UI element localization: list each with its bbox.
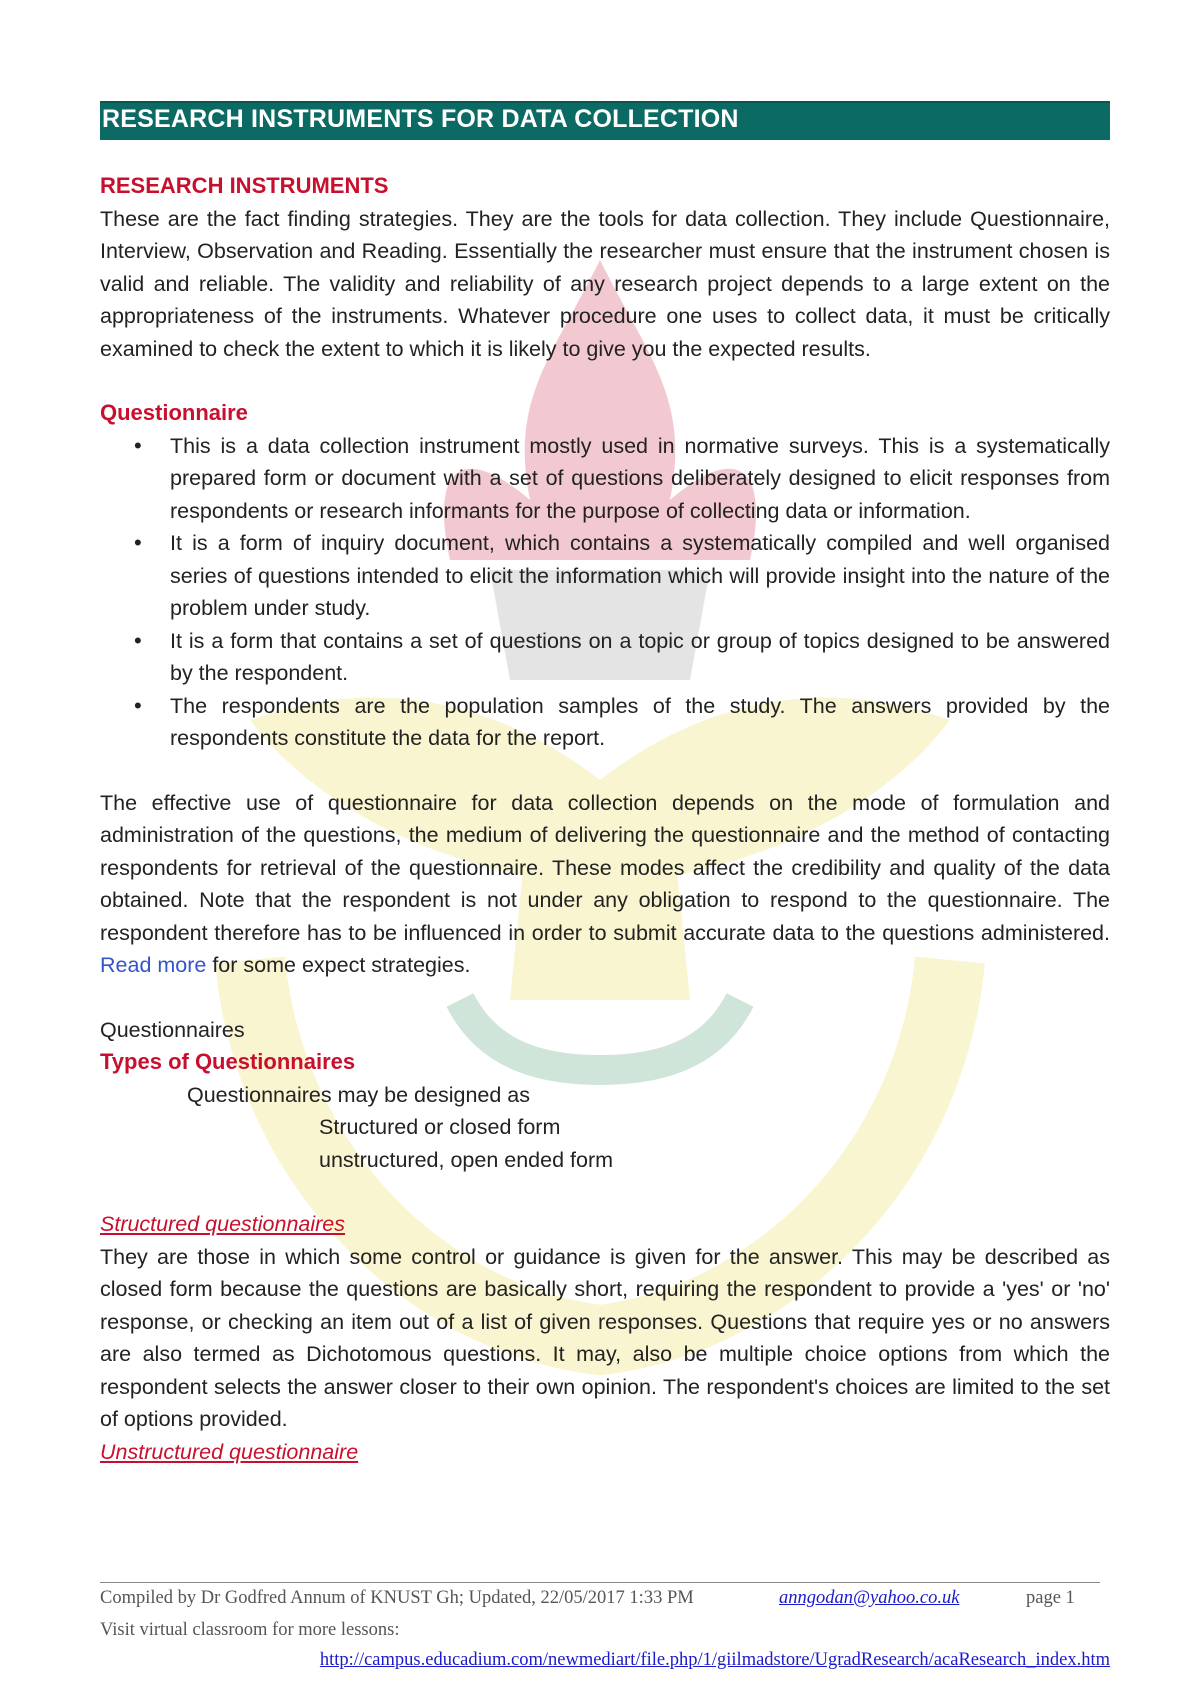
effective-use-text: The effective use of questionnaire for data collection depends on the mode of formulation and administration of the questions, the medium of delivering the questionnaire and the method of contacting respondents for retrieval of the questionnaire. These modes affect the credibility and quality of the data obtained. Note that the respondent is not under any obligation to respond to the questionnaire. The respondent therefore has to be influenced in order to submit accurate data to the questions administered. [100,790,1110,945]
bullet-item: • It is a form of inquiry document, which contains a systematically compiled and well organised series of questions intended to elicit the information which will provide insight into the nature of the problem under study. [100,527,1110,625]
footer-compiled-text: Compiled by Dr Godfred Annum of KNUST Gh; Updated, 22/05/2017 1:33 PM [100,1588,694,1608]
type-item-unstructured: unstructured, open ended form [319,1147,614,1172]
types-lead: Questionnaires may be designed as [187,1082,531,1107]
questionnaire-bullet-list [100,430,1110,755]
bullet-item: • The respondents are the population samples of the study. The answers provided by the respondents constitute the data for the report. [100,690,1110,755]
footer-email-link[interactable]: anngodan@yahoo.co.uk [779,1588,960,1608]
bullet-item: • This is a data collection instrument mostly used in normative surveys. This is a systematically prepared form or document with a set of questions deliberately designed to elicit responses from respondents or research informants for the purpose of collecting data or information. [100,430,1110,528]
footer-page-number: page 1 [1026,1588,1075,1608]
page-footer [100,1588,1110,1670]
document-body [100,170,1110,1468]
effective-use-paragraph [100,787,1110,982]
section-heading-research-instruments: RESEARCH INSTRUMENTS [100,173,389,198]
section-heading-questionnaire: Questionnaire [100,400,248,425]
footer-divider [100,1582,1100,1583]
page-title: RESEARCH INSTRUMENTS FOR DATA COLLECTION [102,105,739,133]
read-more-tail: for some expect strategies. [206,953,471,977]
footer-visit-text: Visit virtual classroom for more lessons: [100,1620,400,1640]
intro-paragraph: These are the fact finding strategies. They are the tools for data collection. They include Questionnaire, Interview, Observation and Reading. Essentially the researcher must ensure that the instrument chosen is valid and reliable. The validity and reliability of any research project depends to a large extent on the appropriateness of the instruments. Whatever procedure one uses to collect data, it must be critically examined to check the extent to which it is likely to give you the expected results. [100,206,1110,361]
title-bar [100,101,1110,140]
type-item-structured: Structured or closed form [319,1115,561,1139]
section-heading-structured: Structured questionnaires [100,1212,346,1236]
section-heading-types: Types of Questionnaires [100,1049,356,1074]
questionnaires-label: Questionnaires [100,1017,245,1042]
bullet-item: • It is a form that contains a set of questions on a topic or group of topics designed to be answered by the respondent. [100,625,1110,690]
section-heading-unstructured: Unstructured questionnaire [100,1439,359,1464]
structured-paragraph: They are those in which some control or guidance is given for the answer. This may be described as closed form because the questions are basically short, requiring the respondent to provide a 'yes' or 'no' response, or checking an item out of a list of given responses. Questions that require yes or no answers are also termed as Dichotomous questions. It may, also be multiple choice options from which the respondent selects the answer closer to their own opinion. The respondent's choices are limited to the set of options provided. [100,1244,1110,1431]
footer-url-link[interactable]: http://campus.educadium.com/newmediart/file.php/1/giilmadstore/UgradResearch/acaResearch_index.htm [319,1650,1110,1670]
read-more-link[interactable]: Read more [100,953,207,977]
